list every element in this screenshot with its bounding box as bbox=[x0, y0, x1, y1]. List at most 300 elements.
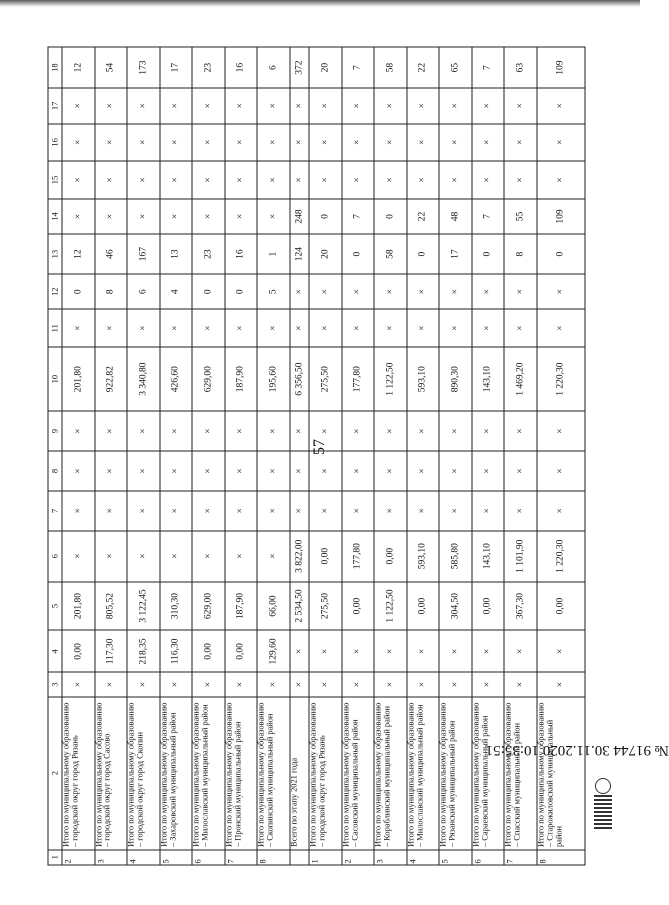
table-cell: × bbox=[127, 123, 160, 161]
column-header: 18 bbox=[48, 47, 62, 88]
table-cell: × bbox=[159, 161, 192, 199]
table-cell: × bbox=[309, 161, 342, 199]
table-cell: 3 822,00 bbox=[289, 530, 308, 581]
table-cell: × bbox=[159, 88, 192, 123]
table-cell: 3 340,80 bbox=[127, 347, 160, 411]
table-cell: × bbox=[192, 198, 225, 233]
table-cell: 5 bbox=[159, 849, 192, 864]
table-cell: × bbox=[224, 88, 257, 123]
table-cell: × bbox=[94, 411, 127, 451]
table-cell: 0 bbox=[536, 234, 584, 274]
table-cell: 0 bbox=[406, 234, 439, 274]
table-cell: × bbox=[439, 309, 472, 347]
table-cell: × bbox=[62, 309, 95, 347]
table-cell: 585,80 bbox=[439, 530, 472, 581]
table-cell: × bbox=[159, 309, 192, 347]
table-cell: × bbox=[62, 451, 95, 491]
table-row bbox=[289, 47, 308, 865]
table-cell: 310,30 bbox=[159, 581, 192, 630]
row-label: Итого по муниципальному образованию – городской округ город Скопин bbox=[127, 696, 160, 849]
table-cell: 1 220,30 bbox=[536, 347, 584, 411]
table-cell: × bbox=[127, 490, 160, 530]
table-cell: 5 bbox=[439, 849, 472, 864]
table-cell: × bbox=[504, 451, 537, 491]
table-cell: 7 bbox=[224, 849, 257, 864]
table-cell: × bbox=[289, 309, 308, 347]
table-row bbox=[224, 47, 257, 865]
table-cell: × bbox=[406, 88, 439, 123]
column-header: 6 bbox=[48, 530, 62, 581]
table-cell: × bbox=[471, 161, 504, 199]
table-cell: × bbox=[471, 451, 504, 491]
table-row bbox=[309, 47, 342, 865]
table-cell: × bbox=[309, 490, 342, 530]
table-cell: × bbox=[192, 672, 225, 696]
table-cell: 2 bbox=[62, 849, 95, 864]
table-cell: 6 bbox=[127, 274, 160, 309]
table-cell bbox=[289, 849, 308, 864]
table-cell: × bbox=[94, 451, 127, 491]
column-header: 14 bbox=[48, 198, 62, 233]
table-cell: × bbox=[406, 123, 439, 161]
coat-of-arms-icon bbox=[595, 778, 611, 794]
table-cell: × bbox=[439, 274, 472, 309]
table-cell: 13 bbox=[159, 234, 192, 274]
table-cell: × bbox=[471, 490, 504, 530]
table-cell: × bbox=[536, 161, 584, 199]
table-cell: × bbox=[504, 123, 537, 161]
table-cell: × bbox=[224, 198, 257, 233]
table-cell: × bbox=[536, 411, 584, 451]
table-cell: × bbox=[94, 309, 127, 347]
table-header-row bbox=[48, 47, 62, 865]
table-cell: 1 220,30 bbox=[536, 530, 584, 581]
table-cell: × bbox=[439, 451, 472, 491]
table-cell: × bbox=[224, 451, 257, 491]
table-cell: × bbox=[536, 274, 584, 309]
table-cell: × bbox=[289, 672, 308, 696]
table-cell: × bbox=[341, 411, 374, 451]
table-cell: × bbox=[94, 161, 127, 199]
table-cell: × bbox=[159, 672, 192, 696]
table-cell: 54 bbox=[94, 47, 127, 88]
table-cell: 4 bbox=[127, 849, 160, 864]
table-cell: × bbox=[406, 490, 439, 530]
table-cell: × bbox=[192, 161, 225, 199]
table-cell: × bbox=[257, 123, 290, 161]
table-cell: × bbox=[536, 88, 584, 123]
table-cell: 629,00 bbox=[192, 347, 225, 411]
row-label: Итого по муниципальному образованию – Старожиловский муниципальный район bbox=[536, 696, 584, 849]
table-cell: 8 bbox=[257, 849, 290, 864]
column-header: 13 bbox=[48, 234, 62, 274]
table-cell: × bbox=[341, 490, 374, 530]
table-cell: × bbox=[341, 451, 374, 491]
table-cell: 46 bbox=[94, 234, 127, 274]
column-header: 8 bbox=[48, 451, 62, 491]
table-cell: 17 bbox=[159, 47, 192, 88]
document-stamp-area bbox=[455, 739, 669, 758]
table-cell: 890,30 bbox=[439, 347, 472, 411]
table-cell: × bbox=[224, 161, 257, 199]
table-cell: 12 bbox=[62, 234, 95, 274]
table-row bbox=[374, 47, 407, 865]
table-cell: 109 bbox=[536, 198, 584, 233]
row-label: Итого по муниципальному образованию – Спасский муниципальный район bbox=[504, 696, 537, 849]
table-cell: 4 bbox=[406, 849, 439, 864]
table-cell: × bbox=[289, 161, 308, 199]
table-cell: 1 bbox=[257, 234, 290, 274]
table-cell: × bbox=[192, 530, 225, 581]
table-cell: × bbox=[471, 411, 504, 451]
table-cell: 0 bbox=[341, 234, 374, 274]
table-cell: × bbox=[374, 88, 407, 123]
table-cell: 48 bbox=[439, 198, 472, 233]
table-cell: 66,00 bbox=[257, 581, 290, 630]
table-cell: × bbox=[536, 309, 584, 347]
table-cell: × bbox=[341, 672, 374, 696]
table-cell: × bbox=[341, 309, 374, 347]
table-cell: × bbox=[309, 309, 342, 347]
table-cell: × bbox=[471, 88, 504, 123]
table-cell: × bbox=[406, 451, 439, 491]
table-cell: 922,82 bbox=[94, 347, 127, 411]
table-cell: × bbox=[374, 161, 407, 199]
table-cell: 4 bbox=[159, 274, 192, 309]
table-cell: 7 bbox=[341, 198, 374, 233]
table-cell: 6 bbox=[471, 849, 504, 864]
table-cell: 58 bbox=[374, 47, 407, 88]
page-number: 57 bbox=[311, 439, 328, 455]
column-header: 12 bbox=[48, 274, 62, 309]
table-cell: × bbox=[94, 530, 127, 581]
row-label: Итого по муниципальному образованию – Пронский муниципальный район bbox=[224, 696, 257, 849]
table-cell: 201,80 bbox=[62, 347, 95, 411]
table-cell: 116,30 bbox=[159, 630, 192, 672]
row-label: Итого по муниципальному образованию – городской округ город Сасово bbox=[94, 696, 127, 849]
column-header: 5 bbox=[48, 581, 62, 630]
table-cell: × bbox=[224, 411, 257, 451]
table-cell: × bbox=[309, 88, 342, 123]
table-cell: × bbox=[406, 161, 439, 199]
table-cell: 167 bbox=[127, 234, 160, 274]
table-cell: × bbox=[439, 88, 472, 123]
table-cell: 218,35 bbox=[127, 630, 160, 672]
row-label: Итого по муниципальному образованию – Сараевский муниципальный район bbox=[471, 696, 504, 849]
table-cell: × bbox=[471, 274, 504, 309]
table-cell: 187,90 bbox=[224, 581, 257, 630]
table-row bbox=[159, 47, 192, 865]
table-cell: × bbox=[536, 490, 584, 530]
table-cell: 3 122,45 bbox=[127, 581, 160, 630]
table-cell: × bbox=[62, 490, 95, 530]
table-cell: × bbox=[62, 123, 95, 161]
table-cell: × bbox=[341, 630, 374, 672]
table-cell: × bbox=[504, 672, 537, 696]
table-cell: 23 bbox=[192, 234, 225, 274]
table-cell: × bbox=[406, 630, 439, 672]
table-cell: × bbox=[224, 309, 257, 347]
table-cell: × bbox=[192, 123, 225, 161]
table-cell: 63 bbox=[504, 47, 537, 88]
table-cell: × bbox=[471, 123, 504, 161]
table-cell: 0 bbox=[471, 234, 504, 274]
table-cell: 367,30 bbox=[504, 581, 537, 630]
scan-top-edge bbox=[0, 0, 640, 7]
table-cell: × bbox=[536, 123, 584, 161]
table-cell: × bbox=[309, 451, 342, 491]
table-cell: × bbox=[309, 672, 342, 696]
table-cell: 22 bbox=[406, 198, 439, 233]
table-cell: 0,00 bbox=[62, 630, 95, 672]
table-cell: × bbox=[406, 309, 439, 347]
table-cell: 629,00 bbox=[192, 581, 225, 630]
table-cell: 55 bbox=[504, 198, 537, 233]
table-cell: 65 bbox=[439, 47, 472, 88]
table-cell: × bbox=[341, 161, 374, 199]
table-cell: × bbox=[62, 161, 95, 199]
table-cell: 0 bbox=[224, 274, 257, 309]
table-cell: 20 bbox=[309, 234, 342, 274]
table-cell: 248 bbox=[289, 198, 308, 233]
table-cell: 593,10 bbox=[406, 530, 439, 581]
table-cell: 0,00 bbox=[224, 630, 257, 672]
row-label: Итого по муниципальному образованию – Милославский муниципальный район bbox=[406, 696, 439, 849]
table-cell: × bbox=[257, 198, 290, 233]
table-cell: × bbox=[536, 630, 584, 672]
table-cell: 0,00 bbox=[471, 581, 504, 630]
table-cell: × bbox=[62, 198, 95, 233]
table-cell: 426,60 bbox=[159, 347, 192, 411]
table-row bbox=[192, 47, 225, 865]
table-cell: × bbox=[127, 309, 160, 347]
table-cell: × bbox=[62, 411, 95, 451]
table-cell: × bbox=[257, 88, 290, 123]
table-cell: × bbox=[439, 490, 472, 530]
table-cell: × bbox=[504, 411, 537, 451]
table-row bbox=[127, 47, 160, 865]
table-cell: 124 bbox=[289, 234, 308, 274]
table-cell: × bbox=[374, 672, 407, 696]
table-cell: 16 bbox=[224, 234, 257, 274]
table-cell: × bbox=[159, 451, 192, 491]
table-cell: 177,80 bbox=[341, 530, 374, 581]
table-cell: × bbox=[406, 411, 439, 451]
table-cell: 0,00 bbox=[309, 530, 342, 581]
table-cell: 0 bbox=[374, 198, 407, 233]
table-cell: × bbox=[341, 88, 374, 123]
table-cell: 129,60 bbox=[257, 630, 290, 672]
table-cell: 187,90 bbox=[224, 347, 257, 411]
table-row bbox=[406, 47, 439, 865]
table-cell: × bbox=[257, 451, 290, 491]
column-header: 7 bbox=[48, 490, 62, 530]
table-cell: × bbox=[341, 274, 374, 309]
table-cell: × bbox=[94, 123, 127, 161]
table-cell: 0,00 bbox=[374, 530, 407, 581]
table-cell: 1 122,50 bbox=[374, 347, 407, 411]
table-cell: × bbox=[94, 490, 127, 530]
table-cell: 8 bbox=[94, 274, 127, 309]
barcode-icon bbox=[594, 795, 612, 831]
row-label: Итого по муниципальному образованию – Скопинский муниципальный район bbox=[257, 696, 290, 849]
table-cell: 0,00 bbox=[341, 581, 374, 630]
table-cell: 3 bbox=[94, 849, 127, 864]
table-cell: × bbox=[406, 672, 439, 696]
table-cell: 195,60 bbox=[257, 347, 290, 411]
table-cell: 17 bbox=[439, 234, 472, 274]
column-header: 3 bbox=[48, 672, 62, 696]
table-cell: × bbox=[374, 630, 407, 672]
column-header: 17 bbox=[48, 88, 62, 123]
table-cell: × bbox=[309, 274, 342, 309]
table-cell: × bbox=[94, 198, 127, 233]
table-cell: 20 bbox=[309, 47, 342, 88]
table-cell: × bbox=[439, 630, 472, 672]
table-cell: × bbox=[159, 411, 192, 451]
table-cell: × bbox=[257, 530, 290, 581]
table-cell: × bbox=[374, 309, 407, 347]
table-row bbox=[257, 47, 290, 865]
table-cell: 593,10 bbox=[406, 347, 439, 411]
table-cell: 2 bbox=[341, 849, 374, 864]
table-cell: × bbox=[536, 672, 584, 696]
table-cell: × bbox=[257, 309, 290, 347]
table-cell: × bbox=[94, 672, 127, 696]
table-cell: × bbox=[159, 198, 192, 233]
table-cell: × bbox=[289, 490, 308, 530]
table-cell: 6 bbox=[257, 47, 290, 88]
table-cell: × bbox=[341, 123, 374, 161]
table-cell: 0 bbox=[309, 198, 342, 233]
table-cell: × bbox=[536, 451, 584, 491]
table-cell: 6 bbox=[192, 849, 225, 864]
table-cell: × bbox=[257, 672, 290, 696]
table-cell: × bbox=[289, 88, 308, 123]
table-cell: 1 101,90 bbox=[504, 530, 537, 581]
table-cell: 1 469,20 bbox=[504, 347, 537, 411]
table-cell: 5 bbox=[257, 274, 290, 309]
table-cell: × bbox=[127, 88, 160, 123]
table-cell: × bbox=[374, 274, 407, 309]
table-cell: × bbox=[257, 411, 290, 451]
row-label: Итого по муниципальному образованию – Захаровский муниципальный район bbox=[159, 696, 192, 849]
table-cell: × bbox=[127, 198, 160, 233]
table-cell: 23 bbox=[192, 47, 225, 88]
table-cell: 372 bbox=[289, 47, 308, 88]
table-cell: × bbox=[192, 309, 225, 347]
table-cell: × bbox=[289, 123, 308, 161]
table-cell: 143,10 bbox=[471, 347, 504, 411]
table-cell: 275,50 bbox=[309, 581, 342, 630]
table-cell: × bbox=[309, 411, 342, 451]
document-stamp: № 91744 30.11.2020 10:35:51 bbox=[485, 742, 669, 758]
emblem-icon bbox=[590, 778, 614, 832]
table-cell: 8 bbox=[504, 234, 537, 274]
table-cell: × bbox=[504, 490, 537, 530]
table-cell: × bbox=[504, 274, 537, 309]
table-cell: × bbox=[374, 123, 407, 161]
table-cell: 173 bbox=[127, 47, 160, 88]
row-label: Итого по муниципальному образованию – городской округ город Рязань bbox=[62, 696, 95, 849]
table-cell: × bbox=[374, 451, 407, 491]
row-label: Итого по муниципальному образованию – городской округ город Рязань bbox=[309, 696, 342, 849]
table-cell: × bbox=[504, 630, 537, 672]
table-cell: × bbox=[309, 123, 342, 161]
table-cell: × bbox=[439, 411, 472, 451]
table-cell: 0,00 bbox=[536, 581, 584, 630]
table-cell: × bbox=[289, 411, 308, 451]
table-cell: 2 534,50 bbox=[289, 581, 308, 630]
table-cell: 143,10 bbox=[471, 530, 504, 581]
table-cell: × bbox=[159, 490, 192, 530]
table-cell: 0 bbox=[62, 274, 95, 309]
table-cell: 805,52 bbox=[94, 581, 127, 630]
table-cell: 304,50 bbox=[439, 581, 472, 630]
row-label: Итого по муниципальному образованию – Милославский муниципальный район bbox=[192, 696, 225, 849]
table-cell: × bbox=[127, 672, 160, 696]
table-cell: 0,00 bbox=[192, 630, 225, 672]
table-cell: 16 bbox=[224, 47, 257, 88]
table-cell: × bbox=[439, 123, 472, 161]
table-cell: 7 bbox=[471, 198, 504, 233]
table-cell: × bbox=[309, 630, 342, 672]
table-cell: × bbox=[224, 490, 257, 530]
column-header: 15 bbox=[48, 161, 62, 199]
table-row bbox=[341, 47, 374, 865]
table-cell: 117,30 bbox=[94, 630, 127, 672]
table-cell: 12 bbox=[62, 47, 95, 88]
row-label: Итого по муниципальному образованию – Сасовский муниципальный район bbox=[341, 696, 374, 849]
table-cell: × bbox=[471, 672, 504, 696]
table-cell: × bbox=[374, 411, 407, 451]
table-cell: × bbox=[127, 411, 160, 451]
column-header: 2 bbox=[48, 696, 62, 849]
table-cell: × bbox=[406, 274, 439, 309]
table-cell: × bbox=[62, 88, 95, 123]
table-cell: × bbox=[374, 490, 407, 530]
table-cell: × bbox=[289, 630, 308, 672]
table-cell: × bbox=[127, 451, 160, 491]
table-row bbox=[62, 47, 95, 865]
table-cell: × bbox=[289, 451, 308, 491]
table-cell: × bbox=[504, 309, 537, 347]
table-cell: × bbox=[62, 530, 95, 581]
table-cell: 7 bbox=[504, 849, 537, 864]
table-cell: × bbox=[224, 672, 257, 696]
table-cell: 3 bbox=[374, 849, 407, 864]
table-cell: × bbox=[94, 88, 127, 123]
table-cell: 6 356,50 bbox=[289, 347, 308, 411]
table-cell: × bbox=[257, 161, 290, 199]
table-cell: × bbox=[504, 161, 537, 199]
column-header: 16 bbox=[48, 123, 62, 161]
row-label: Итого по муниципальному образованию – Кораблинский муниципальный район bbox=[374, 696, 407, 849]
column-header: 1 bbox=[48, 849, 62, 864]
row-label: Итого по муниципальному образованию – Рязанский муниципальный район bbox=[439, 696, 472, 849]
table-cell: 1 bbox=[309, 849, 342, 864]
table-cell: × bbox=[159, 123, 192, 161]
table-cell: 0,00 bbox=[406, 581, 439, 630]
table-row bbox=[94, 47, 127, 865]
column-header: 10 bbox=[48, 347, 62, 411]
table-cell: × bbox=[471, 630, 504, 672]
table-cell: 7 bbox=[341, 47, 374, 88]
table-cell: × bbox=[504, 88, 537, 123]
table-cell: × bbox=[62, 672, 95, 696]
table-cell: × bbox=[439, 672, 472, 696]
table-cell: × bbox=[224, 123, 257, 161]
